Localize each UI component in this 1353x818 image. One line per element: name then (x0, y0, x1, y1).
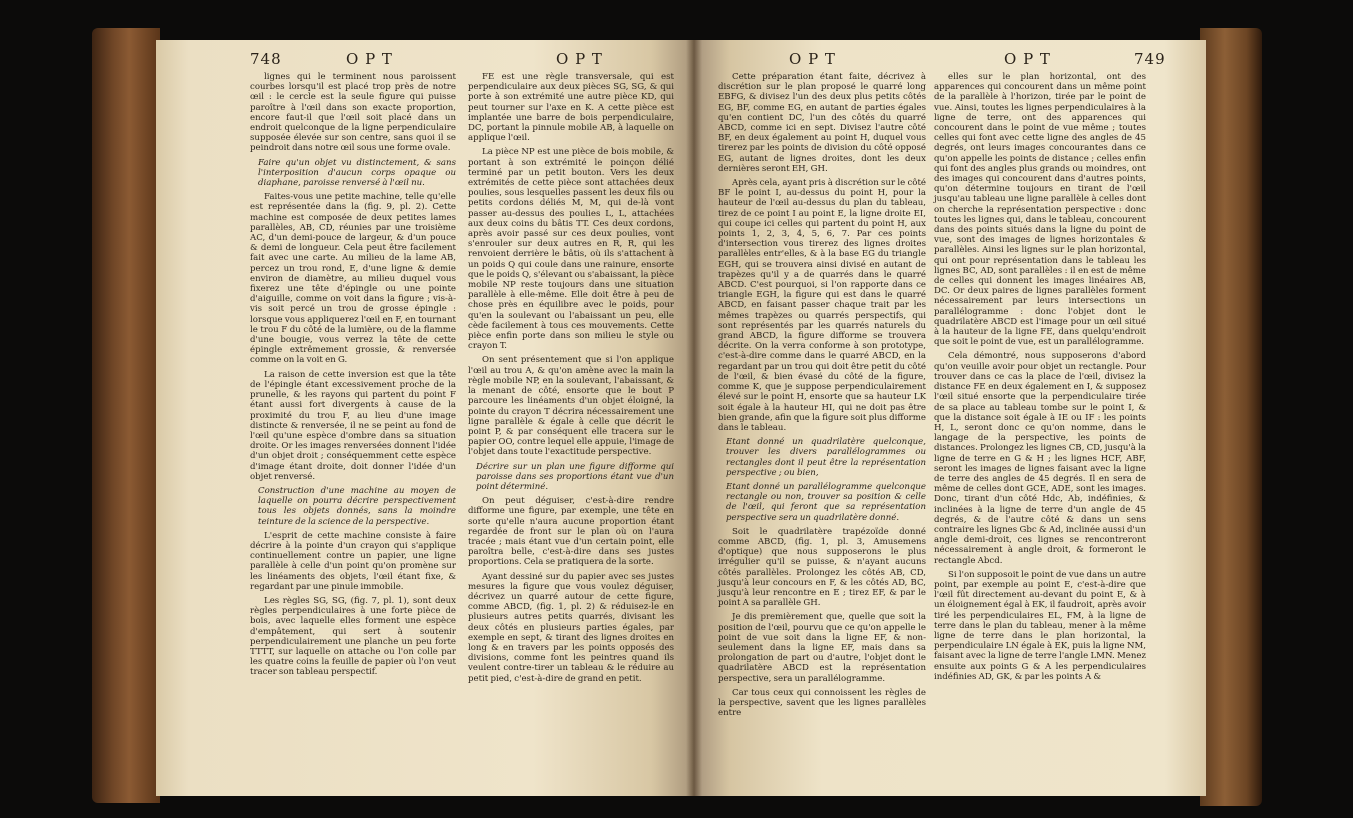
left-page (156, 40, 694, 796)
paragraph: Les règles SG, SG, (fig. 7, pl. 1), sont deux règles perpendiculaires à une forte pièce de bois, avec laquelle elles forment une espèce d'empâtement, qui sert à soutenir perpendiculairement une planche un peu forte TTTT, sur laquelle on attache ou l'on colle par les quatre coins la feuille de papier où l'on veut tracer son tableau perspectif. (250, 595, 456, 678)
paragraph: Car tous ceux qui connoissent les règles de la perspective, savent que les lignes parallèles entre (718, 687, 926, 719)
paragraph: Je dis premièrement que, quelle que soit la position de l'œil, pourvu que ce qu'on appelle le point de vue soit dans la ligne EF, & non-seulement dans la ligne EF, mais dans sa prolongation de part ou d'autre, l'objet dont le quadrilatère ABCD est la représentation perspective, sera un parallélogramme. (718, 612, 926, 684)
right-page-number: 749 (1134, 50, 1166, 68)
left-header-title: O P T (346, 50, 393, 68)
left-column-2 (468, 72, 674, 688)
right-header-title: O P T (789, 50, 836, 68)
paragraph: Cela démontré, nous supposerons d'abord qu'on veuille avoir pour objet un rectangle. Pour trouver dans ce cas la place de l'œil, divisez la distance FE en deux également en I, & supposez l'œil situé ensorte que la perpendiculaire tirée de sa place au tableau tombe sur le point I, & que la distance soit égale à IE ou IF : les points H, L, seront donc ce qu'on nomme, dans le langage de la perspective, les points de distances. Prolongez les lignes CB, CD, jusqu'à la ligne de terre en G & H ; les lignes HCF, ABF, seront les images de lignes faisant avec la ligne de terre des angles de 45 degrés. Il en sera de même de celles dont GCE, ADE, sont les images. Donc, tirant d'un côté Hdc, Ab, indéfinies, & inclinées à la ligne de terre d'un angle de 45 degrés, & de l'autre côté & dans un sens contraire les lignes Gbc & Ad, inclinée aussi d'un angle demi-droit, ces lignes se rencontreront nécessairement à angle droit, & formeront le rectangle Abcd. (934, 351, 1146, 566)
paragraph: Soit le quadrilatère trapézoïde donné comme ABCD, (fig. 1, pl. 3, Amusemens d'optique) que nous supposerons le plus irrégulier qu'il se puisse, & n'ayant aucuns côtés parallèles. Prolongez les côtés AB, CD, jusqu'à leur concours en F, & les côtés AD, BC, jusqu'à leur rencontre en E ; tirez EF, & par le point A sa parallèle GH. (718, 526, 926, 609)
section-heading: Faire qu'un objet vu distinctement, & sans l'interposition d'aucun corps opaque ou diaphane, paroisse renversé à l'œil nu. (258, 157, 456, 189)
paragraph: Si l'on supposoit le point de vue dans un autre point, par exemple au point E, c'est-à-dire que l'œil fût directement au-devant du point E, & à un éloignement égal à EK, il faudroit, après avoir tiré les perpendiculaires EL, FM, à la ligne de terre dans le plan du tableau, mener à la même ligne de terre dans le plan horizontal, la perpendiculaire LN égale à EK, puis la ligne NM, faisant avec la ligne de terre l'angle LMN. Menez ensuite aux points G & A les perpendiculaires indéfinies AD, GK, & par les points A & (934, 569, 1146, 682)
left-page-number: 748 (250, 50, 282, 68)
paragraph: On sent présentement que si l'on applique l'œil au trou A, & qu'on amène avec la main la règle mobile NP, en la soulevant, l'abaissant, & la menant de côté, ensorte que le bout P parcoure les linéaments d'un objet éloigné, la pointe du crayon T décrira nécessairement une ligne parallèle & égale à celle que décrit le point P, & par conséquent elle tracera sur le papier OO, contre lequel elle appuie, l'image de l'objet dans toute l'exactitude perspective. (468, 355, 674, 458)
paragraph: elles sur le plan horizontal, ont des apparences qui concourent dans un même point de la parallèle à l'horizon, tirée par le point de vue. Ainsi, toutes les lignes perpendiculaires à la ligne de terre, ont des apparences qui concourent dans le point de vue même ; toutes celles qui font avec cette ligne des angles de 45 degrés, ont leurs images concourantes dans ce qu'on appelle les points de distance ; celles enfin qui font des angles plus grands ou moindres, ont des images qui concourent dans d'autres points, qu'on détermine toujours en tirant de l'œil jusqu'au tableau une ligne parallèle à celles dont on cherche la représentation perspective : donc toutes les lignes qui, dans le tableau, concourent dans des points situés dans la ligne du point de vue, sont des images de lignes horizontales & parallèles. Ainsi les lignes sur le plan horizontal, qui ont pour représentation dans le tableau les lignes BC, AD, sont parallèles : il en est de même de celles qui donnent les images linéaires AB, DC. Or deux paires de lignes parallèles forment nécessairement par leurs intersections un parallélogramme : donc l'objet dont le quadrilatère ABCD est l'image pour un œil situé à la hauteur de la ligne FE, dans quelqu'endroit que soit le point de vue, est un parallélogramme. (934, 72, 1146, 348)
section-heading: Décrire sur un plan une figure difforme qui paroisse dans ses proportions étant vue d'un point déterminé. (476, 461, 674, 492)
section-heading: Construction d'une machine au moyen de laquelle on pourra décrire perspectivement tous les objets donnés, sans la moindre teinture de la science de la perspective. (258, 485, 456, 527)
book-gutter (686, 40, 702, 796)
left-column-1 (250, 72, 456, 682)
paragraph: Cette préparation étant faite, décrivez à discrétion sur le plan proposé le quarré long EBFG, & divisez l'un des deux plus petits côtés EG, BF, comme EG, en autant de parties égales qu'en contient DC, l'un des côtés du quarré ABCD, comme ici en sept. Divisez l'autre côté BF, en deux également au point H, duquel vous tirerez par les points de division du côté opposé EG, autant de lignes droites, dont les deux dernières seront EH, GH. (718, 72, 926, 174)
right-header-title-2: O P T (1004, 50, 1051, 68)
paragraph: Après cela, ayant pris à discrétion sur le côté BF le point I, au-dessus du point H, pour la hauteur de l'œil au-dessus du plan du tableau, tirez de ce point I au point E, la ligne droite EI, qui coupe ici celles qui partent du point H, aux points 1, 2, 3, 4, 5, 6, 7. Par ces points d'intersection vous tirerez des lignes droites parallèles entr'elles, & à la base EG du triangle EGH, qui se trouvera ainsi divisé en autant de trapèzes qu'il y a de quarrés dans le quarré ABCD. C'est pourquoi, si l'on rapporte dans ce triangle EGH, la figure qui est dans le quarré ABCD, en faisant passer chaque trait par les mêmes trapèzes ou quarrés perspectifs, qui sont représentés par les quarrés naturels du grand ABCD, la figure difforme se trouvera décrite. On la verra conforme à son prototype, c'est-à-dire comme dans le quarré ABCD, en la regardant par un trou qui doit être petit du côté de l'œil, & bien évasé du côté de la figure, comme K, que je suppose perpendiculairement élevé sur le point H, ensorte que sa hauteur LK soit égale à la hauteur HI, qui ne doit pas être bien grande, afin que la figure soit plus difforme dans le tableau. (718, 178, 926, 433)
right-column-1 (718, 72, 926, 722)
paragraph: Ayant dessiné sur du papier avec ses justes mesures la figure que vous voulez déguiser, décrivez un quarré autour de cette figure, comme ABCD, (fig. 1, pl. 2) & réduisez-le en plusieurs autres petits quarrés, divisant les deux côtés en plusieurs parties égales, par exemple en sept, & tirant des lignes droites en long & en travers par les points opposés des divisions, comme font les peintres quand ils veulent contre-tirer un tableau & le réduire au petit pied, c'est-à-dire de grand en petit. (468, 571, 674, 684)
left-header-title-2: O P T (556, 50, 603, 68)
right-page (694, 40, 1206, 796)
right-column-2 (934, 72, 1146, 686)
paragraph: La pièce NP est une pièce de bois mobile, & portant à son extrémité le poinçon délié terminé par un petit bouton. Vers les deux extrémités de cette pièce sont attachées deux poulies, sous lesquelles passent les deux fils ou petits cordons déliés M, M, qui de-là vont passer au-dessus des poulies L, L, attachées aux deux coins du bâtis TT. Ces deux cordons, après avoir passé sur ces deux poulies, vont s'enrouler sur deux autres en R, R, qui les renvoient derrière le bâtis, où ils s'attachent à un poids Q qui coule dans une rainure, ensorte que le poids Q, s'élevant ou s'abaissant, la pièce mobile NP reste toujours dans une situation parallèle à elle-même. Elle doit être à peu de chose près en équilibre avec le poids, pour qu'en la soulevant ou l'abaissant un peu, elle cède facilement à tous ces mouvements. Cette pièce enfin porte dans son milieu le style ou crayon T. (468, 147, 674, 352)
paragraph: Faites-vous une petite machine, telle qu'elle est représentée dans la (fig. 9, pl. 2). Cette machine est composée de deux petites lames parallèles, AB, CD, réunies par une troisième AC, d'un demi-pouce de largeur, & d'un pouce & demi de longueur. Cela peut être facilement fait avec une carte. Au milieu de la lame AB, percez un trou rond, E, d'une ligne & demie environ de diamètre, au milieu duquel vous fixerez une tête d'épingle ou une pointe d'aiguille, comme on voit dans la figure ; vis-à-vis soit percé un trou de grosse épingle : lorsque vous appliquerez l'œil en F, en tournant le trou F du côté de la lumière, ou de la flamme d'une bougie, vous verrez la tête de cette épingle extrêmement grossie, & renversée comme on la voit en G. (250, 192, 456, 366)
left-page-edges (92, 28, 160, 803)
paragraph: FE est une règle transversale, qui est perpendiculaire aux deux pièces SG, SG, & qui porte à son extrémité une autre pièce KD, qui peut tourner sur l'axe en K. A cette pièce est implantée une barre de bois perpendiculaire, DC, portant la pinnule mobile AB, à laquelle on applique l'œil. (468, 72, 674, 144)
paragraph: L'esprit de cette machine consiste à faire décrire à la pointe d'un crayon qui s'applique continuellement contre un papier, une ligne parallèle à celle d'un point qu'on promène sur les linéaments des objets, l'œil étant fixe, & regardant par une pinule immobile. (250, 530, 456, 592)
right-page-edges (1200, 28, 1262, 806)
paragraph: lignes qui le terminent nous paroissent courbes lorsqu'il est placé trop près de notre œil : le cercle est la seule figure qui puisse paroître à l'œil dans son exacte proportion, encore faut-il que l'œil soit placé dans un endroit quelconque de la ligne perpendiculaire supposée élevée sur son centre, sans quoi il se peindroit dans notre œil sous une forme ovale. (250, 72, 456, 154)
section-heading: Etant donné un quadrilatère quelconque, trouver les divers parallélogrammes ou rectangles dont il peut être la représentation perspective ; ou bien, (726, 437, 926, 478)
section-heading: Etant donné un parallélogramme quelconque rectangle ou non, trouver sa position & celle de l'œil, qui feront que sa représentation perspective sera un quadrilatère donné. (726, 481, 926, 523)
paragraph: On peut déguiser, c'est-à-dire rendre difforme une figure, par exemple, une tête en sorte qu'elle n'aura aucune proportion étant regardée de front sur le plan où on l'aura tracée ; mais étant vue d'un certain point, elle paroîtra belle, c'est-à-dire dans ses justes proportions. Cela se pratiquera de la sorte. (468, 496, 674, 568)
paragraph: La raison de cette inversion est que la tête de l'épingle étant excessivement proche de la prunelle, & les rayons qui partent du point F étant aussi fort divergents à cause de la proximité du trou F, au lieu d'une image distincte & renversée, il ne se peint au fond de l'œil qu'une espèce d'ombre dans sa situation droite. Or les images renversées donnent l'idée d'un objet droit ; conséquemment cette espèce d'image étant droite, doit donner l'idée d'un objet renversé. (250, 369, 456, 482)
